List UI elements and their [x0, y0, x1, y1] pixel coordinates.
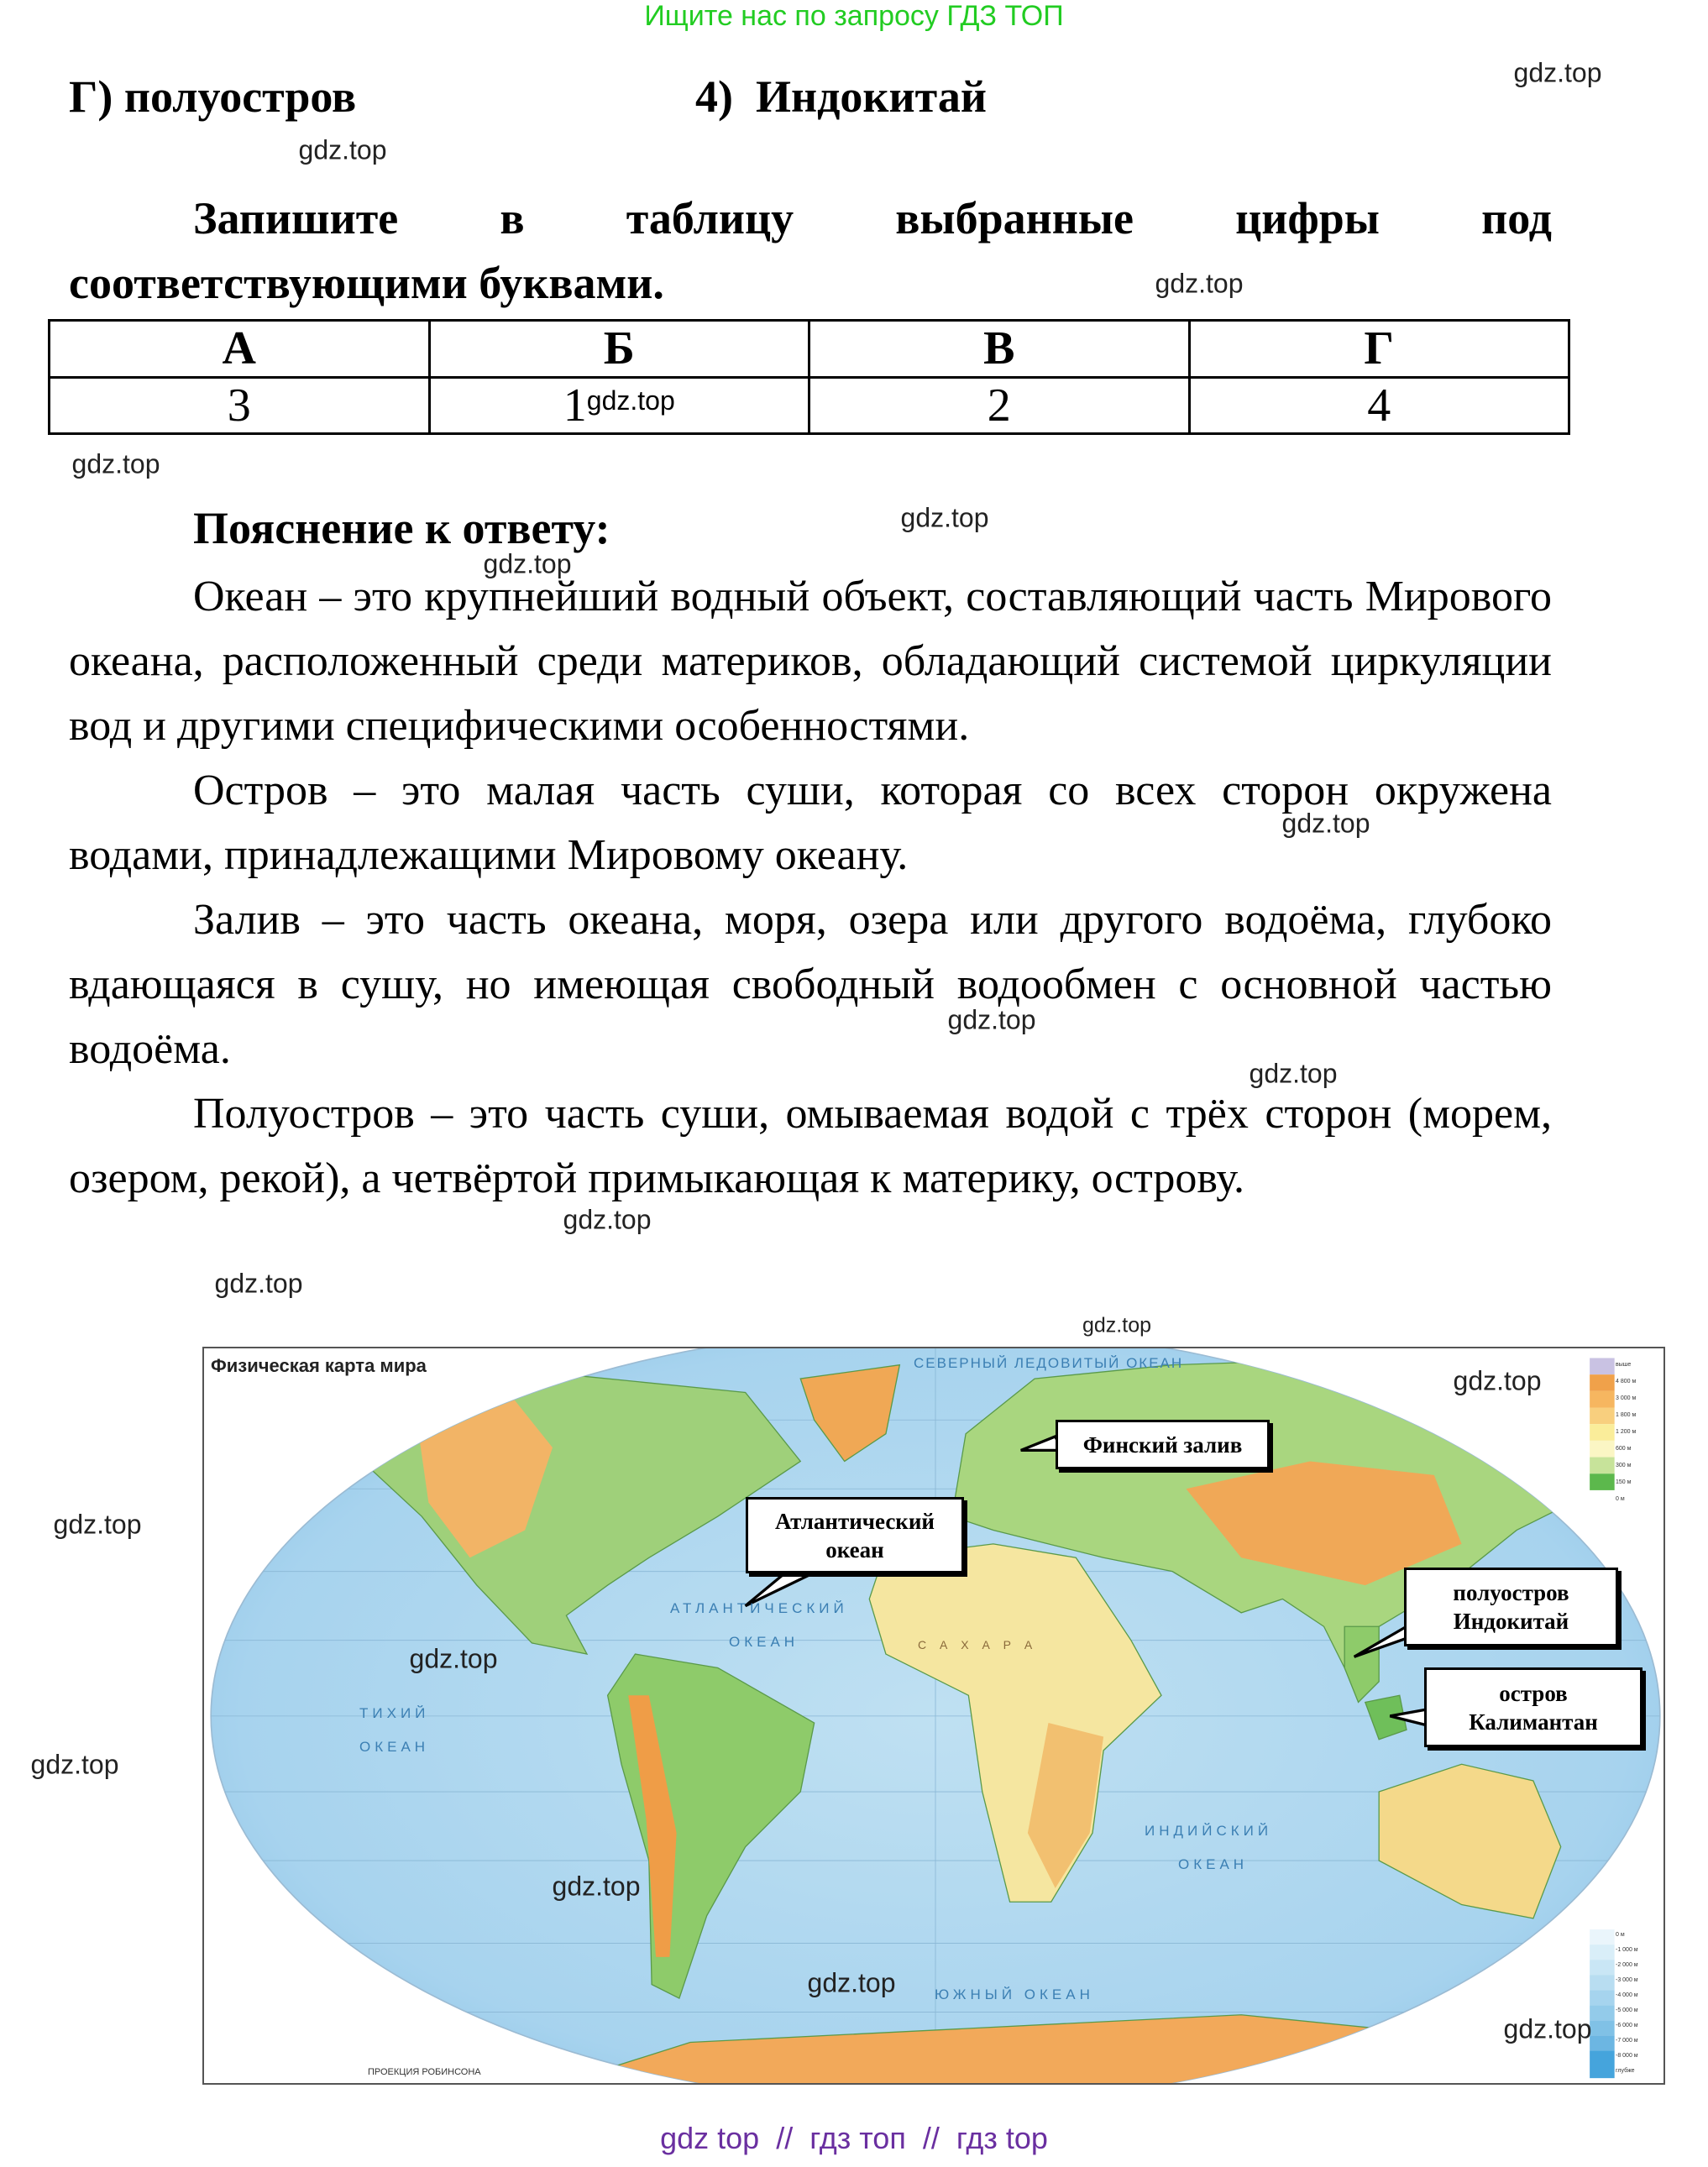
- watermark: gdz.top: [552, 1871, 641, 1902]
- callout-finnish-gulf: [1056, 1420, 1270, 1469]
- arctic-ocean-label: СЕВЕРНЫЙ ЛЕДОВИТЫЙ ОКЕАН: [914, 1355, 1184, 1371]
- watermark: gdz.top: [409, 1643, 498, 1674]
- table-cell: 3: [50, 377, 430, 434]
- legend-label: -6 000 м: [1616, 2023, 1638, 2028]
- legend-height: [1590, 1358, 1615, 1489]
- watermark: gdz.top: [563, 1204, 652, 1235]
- legend-label: -3 000 м: [1616, 1977, 1638, 1983]
- definition-gulf: Залив – это часть океана, моря, озера или другого водоёма, глубоко вдающаяся в сушу, но имеющая свободный водообмен с основной частью водоёма.: [69, 896, 1552, 1073]
- watermark: gdz.top: [1082, 1313, 1152, 1337]
- answer-letter-item: Г) полуостров: [69, 71, 357, 122]
- legend-label: 0 м: [1616, 1496, 1625, 1502]
- legend-label: -5 000 м: [1616, 2007, 1638, 2013]
- table-cell-value: 1: [563, 379, 587, 432]
- watermark: gdz.top: [1503, 2013, 1592, 2044]
- callout-text: Атлантический: [775, 1508, 935, 1534]
- watermark: gdz.top: [53, 1509, 142, 1540]
- legend-label: -4 000 м: [1616, 1992, 1638, 1998]
- callout-atlantic-ocean: [746, 1497, 964, 1573]
- pacific-ocean-label-2: ОКЕАН: [359, 1739, 430, 1755]
- callout-text: Калимантан: [1469, 1709, 1598, 1735]
- watermark: gdz.top: [947, 1004, 1036, 1035]
- watermark: gdz.top: [298, 134, 387, 165]
- legend-label: -2 000 м: [1616, 1962, 1638, 1968]
- table-header: Г: [1189, 321, 1569, 378]
- southern-ocean-label: ЮЖНЫЙ ОКЕАН: [935, 1986, 1094, 2002]
- answer-table: [48, 319, 1570, 435]
- watermark: gdz.top: [586, 385, 675, 416]
- callout-text: Финский залив: [1082, 1432, 1243, 1458]
- watermark: gdz.top: [1513, 57, 1602, 88]
- table-row: [50, 377, 1569, 434]
- callout-kalimantan: [1424, 1667, 1643, 1747]
- world-physical-map: [202, 1347, 1665, 2085]
- pacific-ocean-label: ТИХИЙ: [359, 1705, 430, 1721]
- instruction-line-2: соответствующими буквами.: [69, 258, 664, 308]
- legend-label: выше: [1616, 1362, 1632, 1368]
- legend-label: 0 м: [1616, 1932, 1625, 1938]
- atlantic-ocean-label-2: ОКЕАН: [729, 1634, 799, 1650]
- definition-peninsula: Полуостров – это часть суши, омываемая водой с трёх сторон (морем, озером, рекой), а четвёртой примыкающая к материку, острову.: [69, 1090, 1552, 1202]
- callout-text: океан: [825, 1536, 884, 1562]
- table-header: Б: [429, 321, 809, 378]
- legend-label: 300 м: [1616, 1463, 1632, 1468]
- watermark: gdz.top: [214, 1268, 303, 1299]
- watermark: gdz.top: [807, 1967, 896, 1998]
- legend-label: 4 800 м: [1616, 1379, 1637, 1384]
- table-header-row: [50, 321, 1569, 378]
- legend-height-labels: [1616, 1357, 1636, 1508]
- projection-label: ПРОЕКЦИЯ РОБИНСОНА: [368, 2067, 481, 2077]
- indian-ocean-label: ИНДИЙСКИЙ: [1145, 1823, 1273, 1839]
- legend-depth-labels: [1616, 1928, 1638, 2079]
- indian-ocean-label-2: ОКЕАН: [1178, 1856, 1249, 1872]
- footer-links: gdz top // гдз топ // гдз top: [660, 2121, 1048, 2155]
- definition-ocean: Океан – это крупнейший водный объект, составляющий часть Мирового океана, расположенный среди материков, обладающий системой циркуляции вод и другими специфическими особенностями.: [69, 573, 1552, 750]
- legend-label: 150 м: [1616, 1479, 1632, 1485]
- table-cell: [429, 377, 809, 434]
- legend-label: -1 000 м: [1616, 1947, 1638, 1953]
- table-header: В: [809, 321, 1190, 378]
- watermark: gdz.top: [1155, 268, 1244, 299]
- definition-island: Остров – это малая часть суши, которая со всех сторон окружена водами, принадлежащими Мировому океану.: [69, 767, 1552, 879]
- sahara-label: С А Х А Р А: [918, 1638, 1038, 1651]
- table-header: А: [50, 321, 430, 378]
- callout-indochina: [1404, 1568, 1618, 1646]
- callout-text: Индокитай: [1453, 1609, 1569, 1634]
- legend-label: 1 200 м: [1616, 1429, 1637, 1435]
- legend-label: -8 000 м: [1616, 2053, 1638, 2059]
- table-cell: 2: [809, 377, 1190, 434]
- table-cell: 4: [1189, 377, 1569, 434]
- atlantic-ocean-label: АТЛАНТИЧЕСКИЙ: [670, 1600, 848, 1616]
- legend-label: 600 м: [1616, 1446, 1632, 1452]
- watermark: gdz.top: [1281, 808, 1370, 839]
- map-title: Физическая карта мира: [211, 1355, 427, 1376]
- legend-depth: [1590, 1929, 1615, 2078]
- instruction: [69, 186, 1552, 316]
- legend-label: -7 000 м: [1616, 2038, 1638, 2044]
- instruction-line-1: Запишите в таблицу выбранные цифры под: [193, 193, 1552, 243]
- search-banner: Ищите нас по запросу ГДЗ ТОП: [644, 0, 1064, 32]
- watermark: gdz.top: [1249, 1058, 1338, 1089]
- watermark: gdz.top: [1453, 1365, 1542, 1396]
- explanation-body: [69, 564, 1552, 1211]
- watermark: gdz.top: [30, 1749, 119, 1780]
- watermark: gdz.top: [483, 548, 572, 579]
- legend-label: глубже: [1616, 2068, 1635, 2074]
- callout-text: остров: [1499, 1680, 1568, 1706]
- watermark: gdz.top: [900, 502, 989, 533]
- answer-number-item: 4) Индокитай: [695, 71, 987, 122]
- callout-text: полуостров: [1453, 1580, 1569, 1605]
- watermark: gdz.top: [71, 448, 160, 479]
- legend-label: 1 800 м: [1616, 1412, 1637, 1418]
- explanation-title: Пояснение к ответу:: [193, 503, 610, 553]
- legend-label: 3 000 м: [1616, 1395, 1637, 1401]
